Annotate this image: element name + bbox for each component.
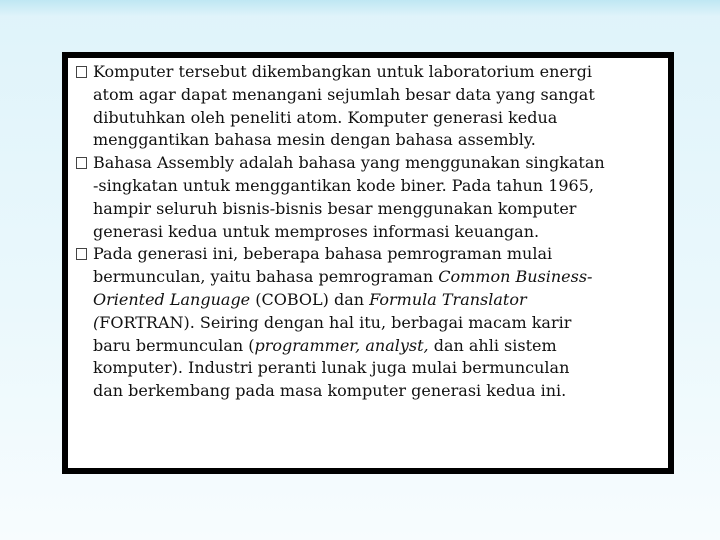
bullet-3-line-6: komputer). Industri peranti lunak juga mulai bermunculan [93, 358, 570, 378]
bullet-3-text: baru bermunculan ( [93, 335, 255, 355]
bullet-3-line-7: dan berkembang pada masa komputer generasi kedua ini. [93, 381, 567, 401]
fortran-term: Formula Translator [369, 289, 527, 309]
bullet-2-line-1: Bahasa Assembly adalah bahasa yang menggunakan singkatan [93, 153, 605, 173]
bullet-1-line-4: menggantikan bahasa mesin dengan bahasa assembly. [93, 130, 536, 150]
bullet-list [76, 61, 664, 403]
content-frame [62, 52, 674, 474]
paren-open: ( [93, 312, 100, 332]
bullet-2-line-2: -singkatan untuk menggantikan kode biner. Pada tahun 1965, [93, 175, 594, 195]
bullet-1-line-3: dibutuhkan oleh peneliti atom. Komputer generasi kedua [93, 107, 558, 127]
bullet-box-icon [76, 66, 87, 78]
bullet-3-text: (COBOL) dan [250, 289, 370, 309]
bullet-3-line-1: Pada generasi ini, beberapa bahasa pemrograman mulai [93, 244, 553, 264]
bullet-box-icon [76, 157, 87, 169]
bullet-1-line-1: Komputer tersebut dikembangkan untuk laboratorium energi [93, 62, 592, 81]
bullet-1-line-2: atom agar dapat menangani sejumlah besar data yang sangat [93, 84, 595, 104]
roles-term: programmer, analyst, [254, 335, 429, 355]
bullet-item-1 [76, 61, 664, 152]
cobol-term-part-2: Oriented Language [93, 289, 251, 309]
cobol-term-part-1: Common Business- [438, 267, 593, 287]
bullet-3-text: dan ahli sistem [428, 335, 557, 355]
bullet-3-line-3 [93, 289, 664, 312]
bullet-2-line-3: hampir seluruh bisnis-bisnis besar menggunakan komputer [93, 198, 577, 218]
bullet-item-2 [76, 152, 664, 243]
bullet-3-line-2 [93, 266, 664, 289]
bullet-box-icon [76, 248, 87, 260]
slide-top-band [0, 0, 720, 16]
bullet-3-line-5 [93, 335, 664, 358]
bullet-3-text: bermunculan, yaitu bahasa pemrograman [93, 267, 439, 287]
bullet-2-line-4: generasi kedua untuk memproses informasi keuangan. [93, 221, 540, 241]
bullet-3-text: FORTRAN). Seiring dengan hal itu, berbagai macam karir [99, 312, 572, 332]
bullet-item-3 [76, 243, 664, 403]
bullet-3-line-4 [93, 312, 664, 335]
content-area [68, 58, 668, 468]
